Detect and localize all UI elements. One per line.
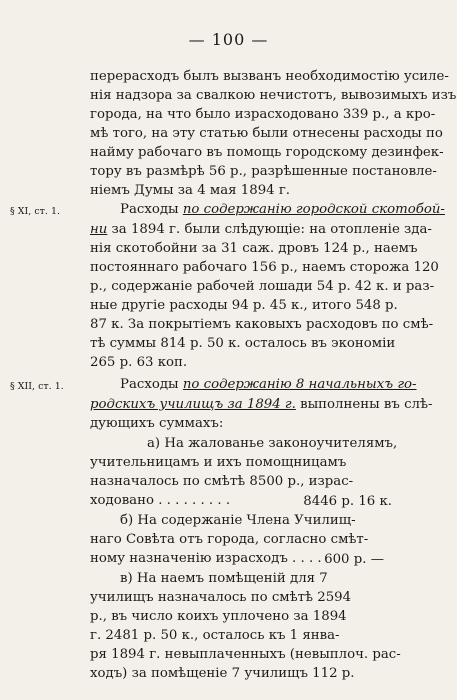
text-line: найму рабочаго въ помощь городскому дезинфек- [90,145,444,160]
section-xii-lead: Расходы [120,377,183,392]
item-v-line: ходъ) за помѣщеніе 7 училищъ 112 р. [90,666,355,681]
item-b-line: б) На содержаніе Члена Училищ- [120,513,356,528]
section-xii-title: по содержанію 8 начальныхъ го- [182,377,417,392]
text-span: выполнены въ слѣ- [295,397,433,412]
item-b-line: наго Совѣта отъ города, согласно смѣт- [90,532,369,547]
page-number: — 100 — [188,30,269,49]
item-a-line: назначалось по смѣтѣ 8500 р., израс- [90,474,354,489]
text-line: 87 к. За покрытіемъ каковыхъ расходовъ по смѣ- [90,317,434,332]
text-line: тѣ суммы 814 р. 50 к. осталось въ экономіи [90,336,396,351]
section-xi-title: по содержанію городской скотобой- [182,202,445,217]
item-v-line: ря 1894 г. невыплаченныхъ (невыплоч. рас- [90,647,401,662]
item-a-line: а) На жалованье законоучителямъ, [147,436,398,451]
section-xii-heading [90,377,417,392]
margin-note-section-xi: § XI, ст. 1. [10,206,61,217]
item-v-line: в) На наемъ помѣщеній для 7 [120,571,328,586]
margin-note-section-xii: § XII, ст. 1. [10,381,64,392]
text-line: мѣ того, на эту статью были отнесены расходы по [90,126,443,141]
text-line: ные другіе расходы 94 р. 45 к., итого 548 р. [90,298,398,313]
text-line [90,397,433,412]
item-v-line: р., въ число коихъ уплочено за 1894 [90,609,347,624]
text-line: 265 р. 63 коп. [90,355,188,370]
item-a-line: учительницамъ и ихъ помощницамъ [90,455,347,470]
item-b-amount: 600 р. — [324,552,384,567]
section-xi-lead: Расходы [120,202,183,217]
item-v-line: училищъ назначалось по смѣтѣ 2594 [90,590,352,605]
section-xii-title-cont: родскихъ училищъ за 1894 г. [90,397,296,412]
section-xi-title-cont: ни [90,222,108,237]
text-line: постояннаго рабочаго 156 р., наемъ сторожа 120 [90,260,439,275]
item-a-amount: 8446 р. 16 к. [303,494,392,509]
text-line: нія надзора за свалкою нечистотъ, вывозимыхъ изъ [90,88,457,103]
item-v-line: г. 2481 р. 50 к., осталось къ 1 янва- [90,628,340,643]
text-line: ніемъ Думы за 4 мая 1894 г. [90,183,291,198]
text-span: за 1894 г. были слѣдующіе: на отопленіе зда- [107,222,432,237]
text-line: дующихъ суммахъ: [90,416,224,431]
text-line: перерасходъ былъ вызванъ необходимостію усиле- [90,69,449,84]
item-a-line: ходовано . . . . . . . . . [90,493,231,508]
section-xi-heading [90,202,445,217]
item-b-line: ному назначенію израсходъ . . . . [90,551,322,566]
text-line [90,222,432,237]
text-line: нія скотобойни за 31 саж. дровъ 124 р., наемъ [90,241,418,256]
text-line: тору въ размѣрѣ 56 р., разрѣшенные постановле- [90,164,437,179]
text-line: города, на что было израсходовано 339 р., а кро- [90,107,436,122]
text-line: р., содержаніе рабочей лошади 54 р. 42 к. и раз- [90,279,435,294]
